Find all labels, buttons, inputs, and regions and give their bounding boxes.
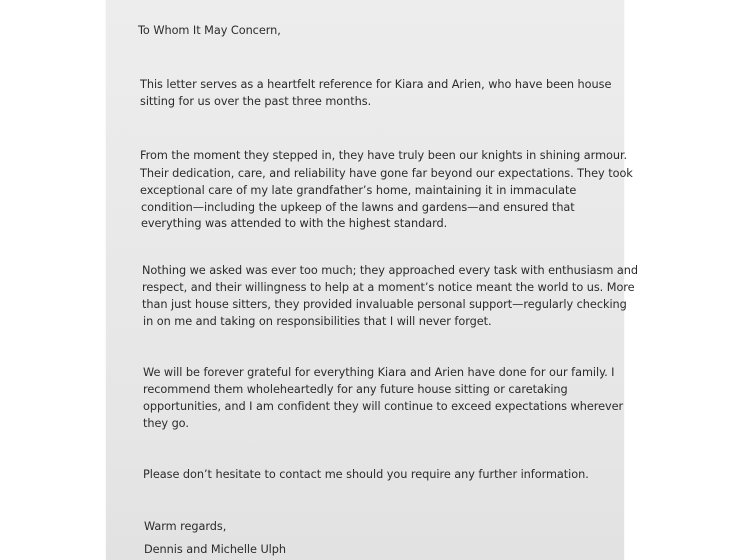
paragraph-2-line-2: Their dedication, care, and reliability have gone far beyond our expectations. They took: [140, 167, 633, 180]
paragraph-4-line-1: We will be forever grateful for everything Kiara and Arien have done for our family. I: [143, 366, 615, 379]
paragraph-1-line-1: This letter serves as a heartfelt reference for Kiara and Arien, who have been house: [140, 78, 612, 91]
letter-page: [106, 0, 638, 560]
paragraph-2-line-5: everything was attended to with the highest standard.: [141, 217, 448, 230]
closing: Warm regards,: [144, 520, 227, 533]
paragraph-3-line-3: than just house sitters, they provided invaluable personal support—regularly checking: [142, 298, 627, 311]
paragraph-1-line-2: sitting for us over the past three months.: [140, 95, 372, 108]
paragraph-2-line-1: From the moment they stepped in, they have truly been our knights in shining armour.: [140, 149, 628, 162]
paragraph-2-line-3: exceptional care of my late grandfather’s home, maintaining it in immaculate: [140, 184, 577, 197]
paragraph-4-line-2: recommend them wholeheartedly for any future house sitting or caretaking: [143, 383, 568, 396]
paragraph-3-line-4: in on me and taking on responsibilities that I will never forget.: [143, 315, 492, 328]
salutation: To Whom It May Concern,: [138, 24, 281, 37]
paragraph-4-line-4: they go.: [143, 417, 189, 430]
paragraph-3-line-2: respect, and their willingness to help at a moment’s notice meant the world to us. More: [142, 281, 635, 294]
paragraph-3-line-1: Nothing we asked was ever too much; they approached every task with enthusiasm and: [142, 264, 638, 277]
paragraph-2-line-4: condition—including the upkeep of the lawns and gardens—and ensured that: [141, 201, 575, 214]
paragraph-5-line-1: Please don’t hesitate to contact me should you require any further information.: [143, 468, 589, 481]
signatories: Dennis and Michelle Ulph: [144, 543, 286, 556]
paragraph-4-line-3: opportunities, and I am confident they will continue to exceed expectations wherever: [143, 400, 624, 413]
